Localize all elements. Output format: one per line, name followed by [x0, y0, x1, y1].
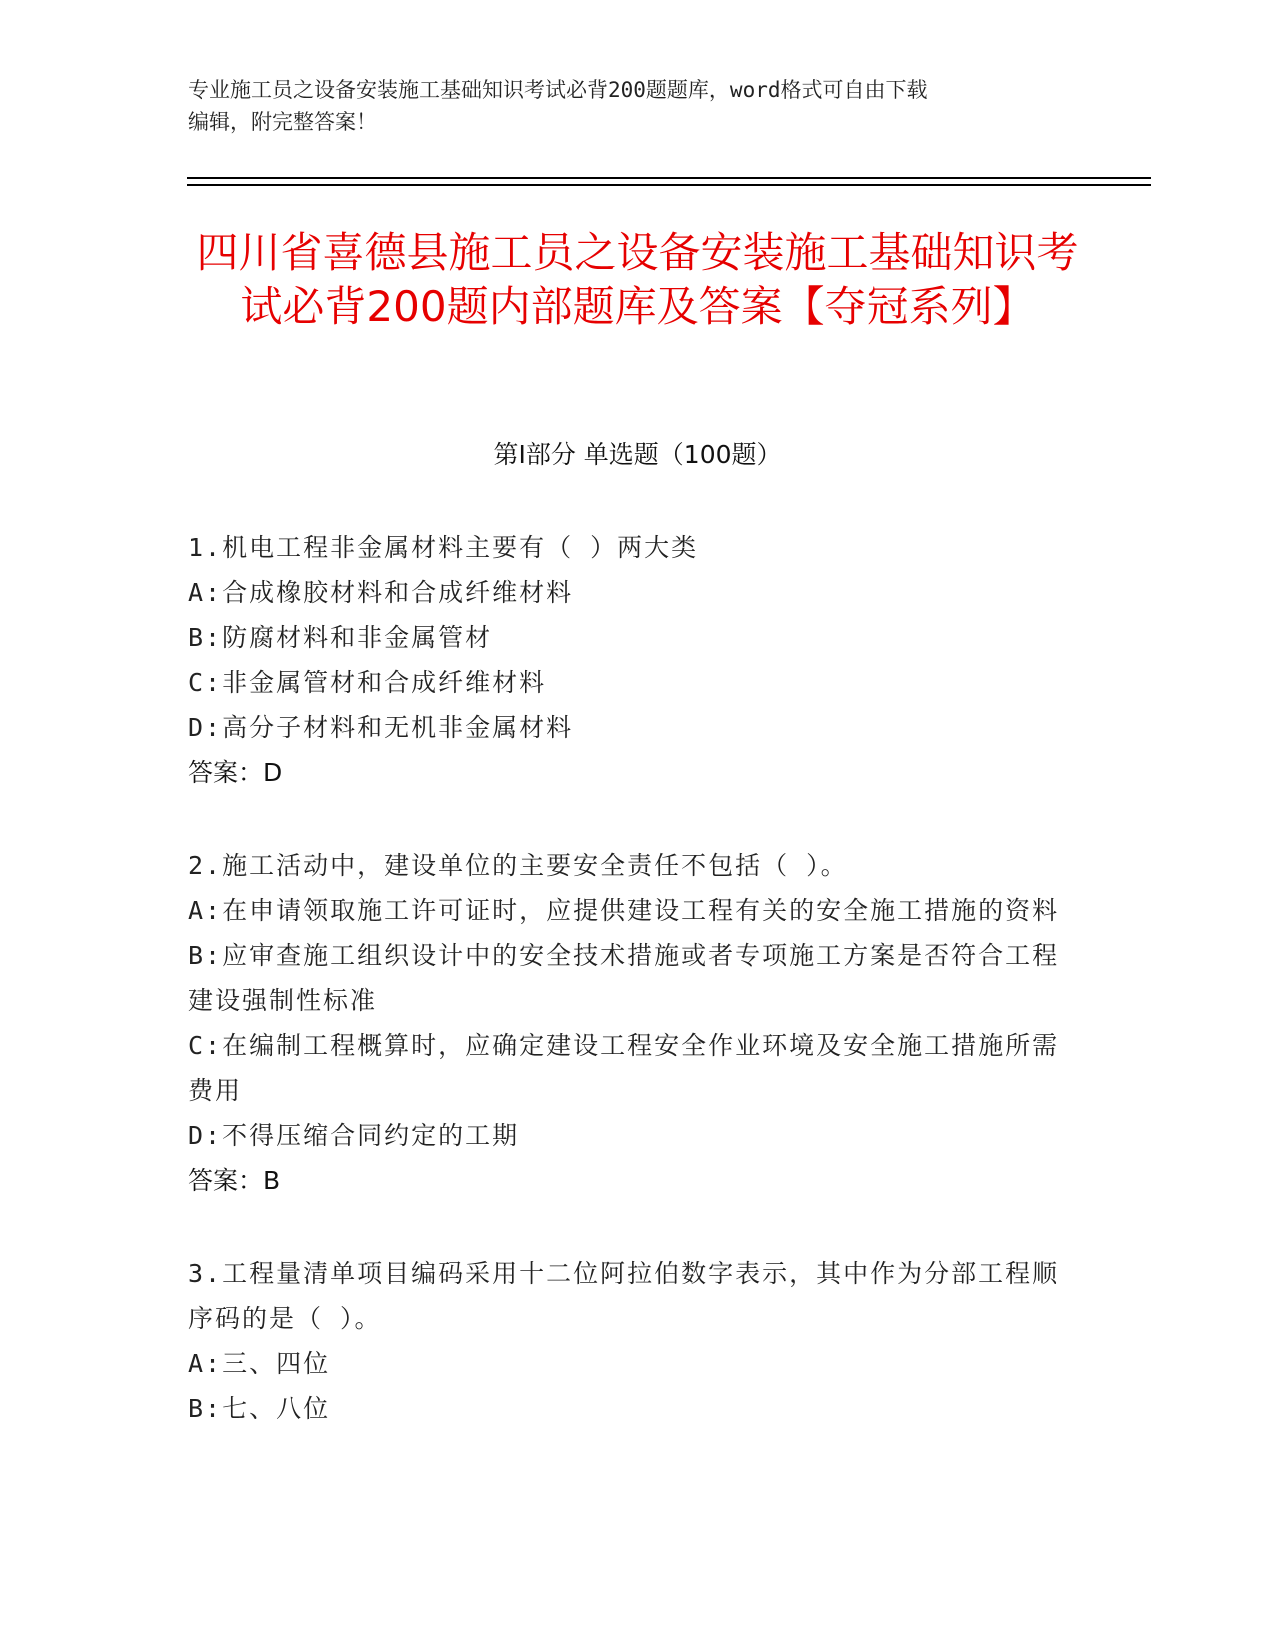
answer-option: B:七、八位: [188, 1394, 331, 1423]
header-divider: [187, 184, 1151, 186]
question-item: [188, 525, 1068, 795]
document-title: 四川省喜德县施工员之设备安装施工基础知识考试必背200题内部题库及答案【夺冠系列】: [196, 228, 1079, 331]
question-stem: 3.工程量清单项目编码采用十二位阿拉伯数字表示，其中作为分部工程顺序码的是（ ）。: [188, 1259, 1060, 1333]
answer-option: D:不得压缩合同约定的工期: [188, 1121, 520, 1150]
header-divider: [187, 177, 1151, 179]
question-item: [188, 843, 1068, 1203]
header-note-line: 专业施工员之设备安装施工基础知识考试必背200题题库，word格式可自由下载: [188, 78, 928, 102]
answer-option: B:防腐材料和非金属管材: [188, 623, 493, 652]
answer-option: A:合成橡胶材料和合成纤维材料: [188, 578, 574, 607]
answer-option: C:在编制工程概算时，应确定建设工程安全作业环境及安全施工措施所需费用: [188, 1031, 1060, 1105]
question-stem: 2.施工活动中，建设单位的主要安全责任不包括（ ）。: [188, 851, 848, 880]
section-heading: 第I部分 单选题（100题）: [493, 440, 782, 469]
answer-option: D:高分子材料和无机非金属材料: [188, 713, 574, 742]
header-note-line: 编辑，附完整答案！: [188, 110, 377, 134]
answer-key: 答案：D: [188, 758, 283, 787]
answer-option: A:在申请领取施工许可证时，应提供建设工程有关的安全施工措施的资料: [188, 896, 1060, 925]
question-item: [188, 1251, 1068, 1431]
question-stem: 1.机电工程非金属材料主要有（ ）两大类: [188, 533, 699, 562]
question-list: [188, 525, 1068, 1479]
header-note: [188, 74, 1088, 138]
answer-option: C:非金属管材和合成纤维材料: [188, 668, 547, 697]
answer-option: B:应审查施工组织设计中的安全技术措施或者专项施工方案是否符合工程建设强制性标准: [188, 941, 1060, 1015]
answer-option: A:三、四位: [188, 1349, 331, 1378]
answer-key: 答案：B: [188, 1166, 281, 1195]
